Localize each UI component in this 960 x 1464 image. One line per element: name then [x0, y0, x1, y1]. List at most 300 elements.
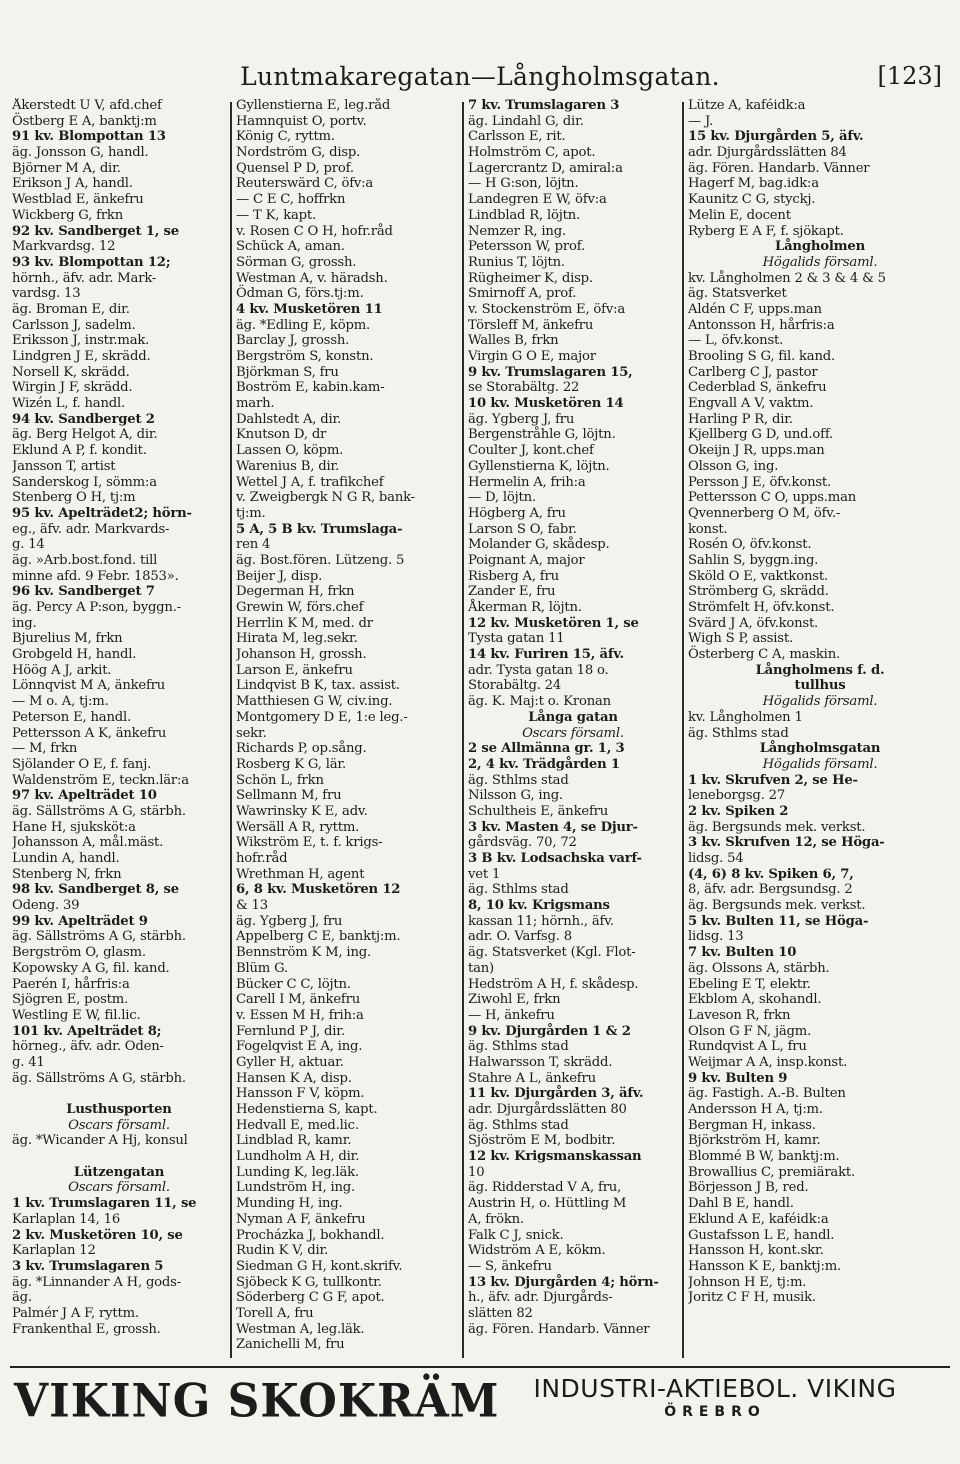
directory-entry: Molander G, skådesp. [468, 537, 610, 553]
directory-entry: Rügheimer K, disp. [468, 270, 593, 286]
directory-entry: Söderberg C G F, apot. [236, 1290, 385, 1306]
directory-entry: Zander E, fru [468, 584, 556, 600]
directory-entry: Hedvall E, med.lic. [236, 1117, 359, 1133]
directory-entry: Rosberg K G, lär. [236, 756, 347, 772]
directory-entry: kv. Långholmen 1 [688, 709, 803, 725]
directory-entry: Österberg C A, maskin. [688, 647, 840, 663]
directory-entry: Karlaplan 12 [12, 1243, 96, 1259]
directory-entry: Björkman S, fru [236, 364, 339, 380]
directory-entry: v. Stockenström E, öfv:a [468, 301, 626, 317]
directory-entry: Wersäll A R, ryttm. [236, 819, 360, 835]
directory-entry: 9 kv. Bulten 9 [688, 1070, 788, 1086]
directory-entry: Grewin W, förs.chef [236, 600, 364, 615]
directory-entry: v. Essen M H, frih:a [236, 1007, 364, 1023]
directory-entry: Gyller H, aktuar. [236, 1054, 344, 1070]
directory-entry: vet 1 [468, 866, 501, 882]
directory-entry: Johanson H, grossh. [236, 647, 367, 663]
directory-entry: Blüm G. [236, 960, 288, 976]
directory-entry: Engvall A V, vaktm. [688, 396, 814, 412]
directory-entry: 2, 4 kv. Trädgården 1 [468, 756, 620, 772]
directory-entry: 9 kv. Djurgården 1 & 2 [468, 1023, 631, 1039]
directory-entry: (4, 6) 8 kv. Spiken 6, 7, [688, 866, 854, 882]
directory-entry: Waldenström E, teckn.lär:a [12, 772, 189, 788]
directory-entry: Degerman H, frkn [236, 584, 355, 600]
directory-entry: — S, änkefru [468, 1258, 552, 1274]
directory-entry: Halwarsson T, skrädd. [468, 1054, 613, 1070]
directory-entry: tan) [468, 960, 494, 976]
directory-entry: äg. Broman E, dir. [12, 301, 130, 317]
directory-entry: 97 kv. Apelträdet 10 [12, 788, 157, 804]
directory-entry: Karlaplan 14, 16 [12, 1211, 121, 1227]
directory-entry: g. 14 [12, 537, 45, 553]
directory-entry: 1 kv. Skrufven 2, se He- [688, 772, 858, 788]
directory-entry: äg. *Edling E, köpm. [236, 317, 370, 333]
directory-entry: Bergström S, konstn. [236, 349, 374, 364]
directory-entry: Hagerf M, bag.idk:a [688, 176, 819, 192]
directory-entry: Hamnquist O, portv. [236, 113, 367, 129]
directory-entry: Ryberg E A F, f. sjökapt. [688, 223, 844, 239]
directory-entry: Ebeling E T, elektr. [688, 976, 811, 992]
directory-entry: konst. [688, 521, 728, 537]
page-header [12, 60, 948, 96]
directory-entry: Lundström H, ing. [236, 1180, 356, 1196]
directory-entry: Coulter J, kont.chef [468, 443, 594, 459]
directory-entry: Hedström A H, f. skådesp. [468, 976, 639, 992]
directory-entry: Sanderskog I, sömm:a [12, 474, 157, 490]
directory-entry: Hedenstierna S, kapt. [236, 1102, 378, 1117]
directory-entry: Wigh S P, assist. [688, 631, 793, 647]
directory-entry: 1 kv. Trumslagaren 11, se [12, 1196, 197, 1212]
directory-entry: 8, 10 kv. Krigsmans [468, 898, 610, 914]
directory-entry: Carell I M, änkefru [236, 992, 361, 1008]
directory-entry: Wawrinsky K E, adv. [236, 803, 368, 819]
directory-entry: Browallius C, premiärakt. [688, 1164, 855, 1180]
directory-entry: Lindgren J E, skrädd. [12, 349, 151, 364]
directory-entry: Oscars församl. [68, 1180, 170, 1196]
directory-entry: 10 kv. Musketören 14 [468, 396, 624, 412]
column-4 [688, 98, 952, 1360]
directory-entry: äg. Sthlms stad [688, 725, 789, 741]
directory-entry: Lassen O, köpm. [236, 443, 344, 459]
directory-entry: kassan 11; hörnh., äfv. [468, 913, 614, 929]
directory-entry: Högalids församl. [762, 694, 878, 710]
directory-entry: Svärd J A, öfv.konst. [688, 615, 819, 631]
directory-entry: Nyman A F, änkefru [236, 1211, 366, 1227]
directory-entry: 101 kv. Apelträdet 8; [12, 1023, 162, 1039]
directory-entry: Herrlin K M, med. dr [236, 615, 373, 631]
directory-entry: Joritz C F H, musik. [688, 1290, 816, 1306]
directory-entry: Dahl B E, handl. [688, 1196, 794, 1212]
directory-entry: Fogelqvist E A, ing. [236, 1039, 363, 1055]
directory-entry: Siedman G H, kont.skrifv. [236, 1258, 403, 1274]
ad-brand: VIKING SKOKRÄM [14, 1374, 500, 1429]
directory-entry: Kopowsky A G, fil. kand. [12, 960, 170, 976]
directory-entry: Gyllenstierna K, löjtn. [468, 458, 610, 474]
directory-entry: äg. Sthlms stad [468, 882, 569, 898]
directory-entry: Beijer J, disp. [236, 568, 323, 584]
directory-entry: — M o. A, tj:m. [12, 694, 109, 710]
column-3 [468, 98, 678, 1360]
directory-entry: Markvardsg. 12 [12, 239, 116, 255]
directory-entry: Richards P, op.sång. [236, 741, 367, 757]
directory-entry: Okeijn J R, upps.man [688, 443, 825, 459]
directory-entry: Runius T, löjtn. [468, 254, 565, 270]
directory-entry: Jansson T, artist [12, 458, 116, 474]
directory-entry: Stenberg O H, tj:m [12, 490, 136, 506]
directory-entry: äg. Fören. Handarb. Vänner [688, 160, 870, 176]
column-2 [236, 98, 456, 1360]
directory-entry: Bergström O, glasm. [12, 945, 146, 961]
directory-entry: — T K, kapt. [236, 207, 316, 223]
directory-entry: Lundholm A H, dir. [236, 1149, 360, 1165]
directory-entry: Carlsson E, rit. [468, 129, 566, 145]
directory-entry: äg. Sthlms stad [468, 772, 569, 788]
directory-entry: Sjölander O E, f. fanj. [12, 756, 152, 772]
directory-entry: Pettersson C O, upps.man [688, 490, 857, 506]
directory-entry: Andersson H A, tj:m. [688, 1102, 823, 1117]
directory-entry: Boström E, kabin.kam- [236, 380, 385, 396]
directory-entry: Långa gatan [528, 709, 618, 725]
directory-entry: 11 kv. Djurgården 3, äfv. [468, 1086, 644, 1102]
directory-entry: Brooling S G, fil. kand. [688, 349, 835, 364]
directory-entry: 5 A, 5 B kv. Trumslaga- [236, 521, 403, 537]
directory-entry: äg. Sthlms stad [468, 1117, 569, 1133]
column-1 [12, 98, 226, 1360]
directory-entry: Ekblom A, skohandl. [688, 992, 822, 1008]
directory-entry: Wrethman H, agent [236, 866, 365, 882]
directory-entry: ing. [12, 615, 37, 631]
directory-entry: ren 4 [236, 537, 271, 553]
directory-entry: 7 kv. Trumslagaren 3 [468, 98, 620, 113]
directory-entry: Schück A, aman. [236, 239, 345, 255]
directory-entry: Åkerstedt U V, afd.chef [12, 98, 162, 113]
directory-entry: Kjellberg G D, und.off. [688, 427, 834, 443]
directory-entry: Torell A, fru [236, 1305, 314, 1321]
directory-entry: Stenberg N, frkn [12, 866, 122, 882]
directory-entry: äg. Jonsson G, handl. [12, 145, 149, 161]
directory-entry: 5 kv. Bulten 11, se Höga- [688, 913, 869, 929]
directory-entry: A, frökn. [468, 1211, 524, 1227]
directory-entry: Storabältg. 24 [468, 678, 562, 694]
directory-entry: Wickberg G, frkn [12, 207, 124, 223]
directory-entry: Ödman G, förs.tj:m. [236, 286, 364, 302]
directory-entry: Bergman H, inkass. [688, 1117, 816, 1133]
directory-entry: Hansson K E, banktj:m. [688, 1258, 841, 1274]
directory-entry: marh. [236, 396, 275, 412]
directory-entry: 96 kv. Sandberget 7 [12, 584, 155, 600]
directory-entry: 13 kv. Djurgården 4; hörn- [468, 1274, 659, 1290]
directory-entry: Larson S O, fabr. [468, 521, 577, 537]
directory-entry: Strömberg G, skrädd. [688, 584, 829, 600]
directory-entry: äg. Sällströms A G, stärbh. [12, 803, 186, 819]
directory-entry: äg. Bost.fören. Lützeng. 5 [236, 552, 405, 568]
directory-entry: — M, frkn [12, 741, 78, 757]
directory-entry: Wettel J A, f. trafikchef [236, 474, 384, 490]
directory-entry: 2 kv. Musketören 10, se [12, 1227, 183, 1243]
directory-entry: Laveson R, frkn [688, 1007, 791, 1023]
directory-entry: Palmér J A F, ryttm. [12, 1305, 139, 1321]
directory-entry: — L, öfv.konst. [688, 333, 784, 349]
directory-entry: Björner M A, dir. [12, 160, 121, 176]
directory-entry: 3 kv. Trumslagaren 5 [12, 1258, 164, 1274]
directory-entry: gårdsväg. 70, 72 [468, 835, 577, 851]
directory-entry: Tysta gatan 11 [468, 631, 565, 647]
directory-entry: Oscars församl. [522, 725, 624, 741]
directory-entry: Rudin K V, dir. [236, 1243, 329, 1259]
directory-entry: Sellmann M, fru [236, 788, 342, 804]
directory-entry: 9 kv. Trumslagaren 15, [468, 364, 633, 380]
directory-entry: Widström A E, kökm. [468, 1243, 606, 1259]
directory-entry: Landegren E W, öfv:a [468, 192, 607, 208]
directory-entry: Lütze A, kaféidk:a [688, 98, 806, 113]
directory-entry: Rundqvist A L, fru [688, 1039, 807, 1055]
directory-entry: Sörman G, grossh. [236, 254, 357, 270]
directory-entry: Zanichelli M, fru [236, 1337, 345, 1353]
directory-entry: Lagercrantz D, amiral:a [468, 160, 623, 176]
directory-entry: Sjögren E, postm. [12, 992, 129, 1008]
directory-entry: Hirata M, leg.sekr. [236, 631, 358, 647]
directory-entry: Poignant A, major [468, 552, 585, 568]
directory-entry: Olsson G, ing. [688, 458, 779, 474]
advertisement [10, 1366, 950, 1429]
directory-entry: v. Rosen C O H, hofr.råd [236, 223, 393, 239]
directory-entry: Högalids församl. [762, 254, 878, 270]
directory-entry: äg. [12, 1290, 32, 1306]
directory-entry: Nordström G, disp. [236, 145, 361, 161]
directory-entry: Schultheis E, änkefru [468, 803, 609, 819]
directory-entry: Peterson E, handl. [12, 709, 131, 725]
directory-entry: äg. Ygberg J, fru [468, 411, 575, 427]
directory-entry: Nemzer R, ing. [468, 223, 566, 239]
directory-entry: hörneg., äfv. adr. Oden- [12, 1039, 164, 1055]
directory-entry: Quensel P D, prof. [236, 160, 354, 176]
directory-entry: Höög A J, arkit. [12, 662, 112, 678]
directory-entry: Persson J E, öfv.konst. [688, 474, 832, 490]
directory-entry: Carlberg C J, pastor [688, 364, 818, 380]
directory-entry: äg. Percy A P:son, byggn.- [12, 600, 181, 615]
directory-entry: Munding H, ing. [236, 1196, 343, 1212]
directory-entry: Åkerman R, löjtn. [468, 600, 582, 615]
directory-entry: slätten 82 [468, 1305, 533, 1321]
directory-entry: Hane H, sjuksköt:a [12, 819, 136, 835]
directory-entry: Smirnoff A, prof. [468, 286, 577, 302]
directory-entry: Weijmar A A, insp.konst. [688, 1054, 848, 1070]
ad-company: INDUSTRI-AKTIEBOL. VIKING [533, 1374, 897, 1403]
directory-entry: König C, ryttm. [236, 129, 335, 145]
directory-entry: Paerén I, hårfris:a [12, 976, 130, 992]
directory-entry: äg. Ridderstad V A, fru, [468, 1180, 622, 1196]
directory-entry: Eriksson J, instr.mak. [12, 333, 150, 349]
directory-entry: 98 kv. Sandberget 8, se [12, 882, 179, 898]
directory-entry: Lundin A, handl. [12, 851, 120, 866]
directory-entry: 2 se Allmänna gr. 1, 3 [468, 741, 625, 757]
directory-entry: — H G:son, löjtn. [468, 176, 579, 192]
directory-entry: Gyllenstierna E, leg.råd [236, 98, 391, 113]
column-divider [462, 102, 464, 1358]
directory-entry: 12 kv. Krigsmanskassan [468, 1149, 642, 1165]
directory-entry: 10 [468, 1164, 485, 1180]
directory-entry: Nilsson G, ing. [468, 788, 563, 804]
directory-entry: eg., äfv. adr. Markvards- [12, 521, 170, 537]
directory-entry: Sahlin S, byggn.ing. [688, 552, 819, 568]
ad-city: ÖREBRO [664, 1404, 766, 1420]
directory-entry: äg. K. Maj:t o. Kronan [468, 694, 611, 710]
directory-entry: hofr.råd [236, 851, 288, 866]
directory-entry: äg. Olssons A, stärbh. [688, 960, 830, 976]
directory-entry: Knutson D, dr [236, 427, 327, 443]
directory-entry: Björkström H, kamr. [688, 1133, 821, 1149]
directory-entry: Eklund A E, kaféidk:a [688, 1211, 829, 1227]
directory-entry: Lindqvist B K, tax. assist. [236, 678, 400, 694]
directory-entry: Westblad E, änkefru [12, 192, 144, 208]
directory-entry: Gustafsson L E, handl. [688, 1227, 835, 1243]
directory-entry: Antonsson H, hårfris:a [688, 317, 835, 333]
directory-entry: 92 kv. Sandberget 1, se [12, 223, 179, 239]
directory-entry: Blommé B W, banktj:m. [688, 1149, 840, 1165]
directory-entry: Barclay J, grossh. [236, 333, 350, 349]
directory-entry: — D, löjtn. [468, 490, 536, 506]
directory-entry: — H, änkefru [468, 1007, 555, 1023]
directory-entry: äg. Sthlms stad [468, 1039, 569, 1055]
directory-entry: adr. Djurgårdsslätten 84 [688, 145, 847, 161]
directory-entry: Walles B, frkn [468, 333, 559, 349]
directory-entry: 6, 8 kv. Musketören 12 [236, 882, 401, 898]
directory-entry: Högberg A, fru [468, 505, 566, 521]
directory-entry: Falk C J, snick. [468, 1227, 564, 1243]
directory-entry: Börjesson J B, red. [688, 1180, 809, 1196]
directory-entry: Lusthusporten [66, 1102, 172, 1117]
directory-entry: Sjöbeck K G, tullkontr. [236, 1274, 382, 1290]
directory-entry: Oscars församl. [68, 1117, 170, 1133]
directory-entry: Pettersson A K, änkefru [12, 725, 167, 741]
directory-entry: 93 kv. Blompottan 12; [12, 254, 171, 270]
directory-entry: äg. Berg Helgot A, dir. [12, 427, 158, 443]
directory-entry: leneborgsg. 27 [688, 788, 786, 804]
directory-entry [12, 1086, 226, 1102]
directory-entry: 3 kv. Masten 4, se Djur- [468, 819, 638, 835]
directory-entry: Aldén C F, upps.man [688, 301, 822, 317]
directory-entry: Fernlund P J, dir. [236, 1023, 345, 1039]
directory-entry: Bergenstråhle G, löjtn. [468, 427, 616, 443]
directory-entry: Stahre A L, änkefru [468, 1070, 596, 1086]
directory-entry: Hansson F V, köpm. [236, 1086, 365, 1102]
directory-entry: 94 kv. Sandberget 2 [12, 411, 155, 427]
directory-entry: Norsell K, skrädd. [12, 364, 130, 380]
directory-entry [12, 1149, 226, 1165]
directory-entry: Petersson W, prof. [468, 239, 585, 255]
directory-entry: Wikström E, t. f. krigs- [236, 835, 383, 851]
directory-entry: lidsg. 13 [688, 929, 744, 945]
directory-entry: Larson E, änkefru [236, 662, 353, 678]
directory-entry: Johnson H E, tj:m. [688, 1274, 807, 1290]
directory-entry: Grobgeld H, handl. [12, 647, 137, 663]
directory-entry: Sjöström E M, bodbitr. [468, 1133, 616, 1149]
page-number: [123] [877, 62, 942, 90]
directory-entry: sekr. [236, 725, 267, 741]
directory-entry: Östberg E A, banktj:m [12, 113, 157, 129]
directory-entry: se Storabältg. 22 [468, 380, 580, 396]
directory-entry: Procházka J, bokhandl. [236, 1227, 385, 1243]
directory-entry: äg. *Wicander A Hj, konsul [12, 1133, 188, 1149]
directory-entry: Westman A, v. häradsh. [236, 270, 388, 286]
directory-entry: Montgomery D E, 1:e leg.- [236, 709, 408, 725]
column-divider [230, 102, 232, 1358]
directory-entry: Lönnqvist M A, änkefru [12, 678, 166, 694]
directory-entry: äg. Sällströms A G, stärbh. [12, 929, 186, 945]
directory-entry: Holmström C, apot. [468, 145, 596, 161]
directory-entry: äg. Sällströms A G, stärbh. [12, 1070, 186, 1086]
directory-entry: Rosén O, öfv.konst. [688, 537, 812, 553]
directory-entry: & 13 [236, 898, 268, 914]
directory-entry: Cederblad S, änkefru [688, 380, 827, 396]
directory-entry: Carlsson J, sadelm. [12, 317, 136, 333]
directory-entry: minne afd. 9 Febr. 1853». [12, 568, 179, 584]
directory-entry: äg. *Linnander A H, gods- [12, 1274, 181, 1290]
directory-entry: Långholmen [775, 239, 865, 255]
directory-entry: kv. Långholmen 2 & 3 & 4 & 5 [688, 270, 886, 286]
directory-entry: Wirgin J F, skrädd. [12, 380, 133, 396]
directory-entry: — J. [688, 113, 714, 129]
directory-entry: äg. Bergsunds mek. verkst. [688, 819, 866, 835]
directory-entry: Lützengatan [73, 1164, 165, 1180]
directory-entry: 99 kv. Apelträdet 9 [12, 913, 148, 929]
directory-entry: 3 kv. Skrufven 12, se Höga- [688, 835, 885, 851]
directory-entry: Sköld O E, vaktkonst. [688, 568, 828, 584]
directory-entry: äg. Ygberg J, fru [236, 913, 343, 929]
directory-entry: Törsleff M, änkefru [468, 317, 594, 333]
directory-entry: Bennström K M, ing. [236, 945, 371, 961]
directory-entry: Schön L, frkn [236, 772, 324, 788]
directory-entry: Hansen K A, disp. [236, 1070, 352, 1086]
directory-entry: Westman A, leg.läk. [236, 1321, 365, 1337]
directory-entry: Harling P R, dir. [688, 411, 793, 427]
directory-entry: 3 B kv. Lodsachska varf- [468, 851, 642, 866]
directory-entry: äg. Fastigh. A.-B. Bulten [688, 1086, 846, 1102]
directory-entry: Risberg A, fru [468, 568, 559, 584]
directory-entry: Westling E W, fil.lic. [12, 1007, 141, 1023]
directory-entry: Melin E, docent [688, 207, 791, 223]
directory-entry: Lunding K, leg.läk. [236, 1164, 359, 1180]
directory-entry: äg. Statsverket (Kgl. Flot- [468, 945, 636, 961]
directory-entry: 8, äfv. adr. Bergsundsg. 2 [688, 882, 853, 898]
directory-entry: Johansson A, mål.mäst. [12, 835, 164, 851]
directory-entry: 4 kv. Musketören 11 [236, 301, 383, 317]
directory-entry: Eklund A P, f. kondit. [12, 443, 147, 459]
directory-entry: Långholmens f. d. [755, 662, 885, 678]
directory-entry: Austrin H, o. Hüttling M [468, 1196, 627, 1212]
directory-entry: Olson G F N, jägm. [688, 1023, 812, 1039]
directory-entry: lidsg. 54 [688, 851, 744, 866]
column-divider [682, 102, 684, 1358]
directory-entry: Wizén L, f. handl. [12, 396, 126, 412]
directory-entry: äg. Lindahl G, dir. [468, 113, 584, 129]
page-title: Luntmakaregatan—Långholmsgatan. [240, 62, 720, 91]
directory-entry: Strömfelt H, öfv.konst. [688, 600, 835, 615]
directory-entry: 95 kv. Apelträdet2; hörn- [12, 505, 192, 521]
directory-entry: Ziwohl E, frkn [468, 992, 561, 1008]
directory-columns [12, 98, 952, 1358]
directory-entry: — C E C, hoffrkn [236, 192, 346, 208]
directory-entry: hörnh., äfv. adr. Mark- [12, 270, 157, 286]
directory-entry: Lindblad R, kamr. [236, 1133, 352, 1149]
directory-entry: Högalids församl. [762, 756, 878, 772]
directory-entry: 12 kv. Musketören 1, se [468, 615, 639, 631]
directory-entry: Odeng. 39 [12, 898, 80, 914]
directory-entry: äg. »Arb.bost.fond. till [12, 552, 158, 568]
directory-entry: 7 kv. Bulten 10 [688, 945, 797, 961]
directory-entry: Virgin G O E, major [468, 349, 596, 364]
directory-entry: h., äfv. adr. Djurgårds- [468, 1290, 613, 1306]
